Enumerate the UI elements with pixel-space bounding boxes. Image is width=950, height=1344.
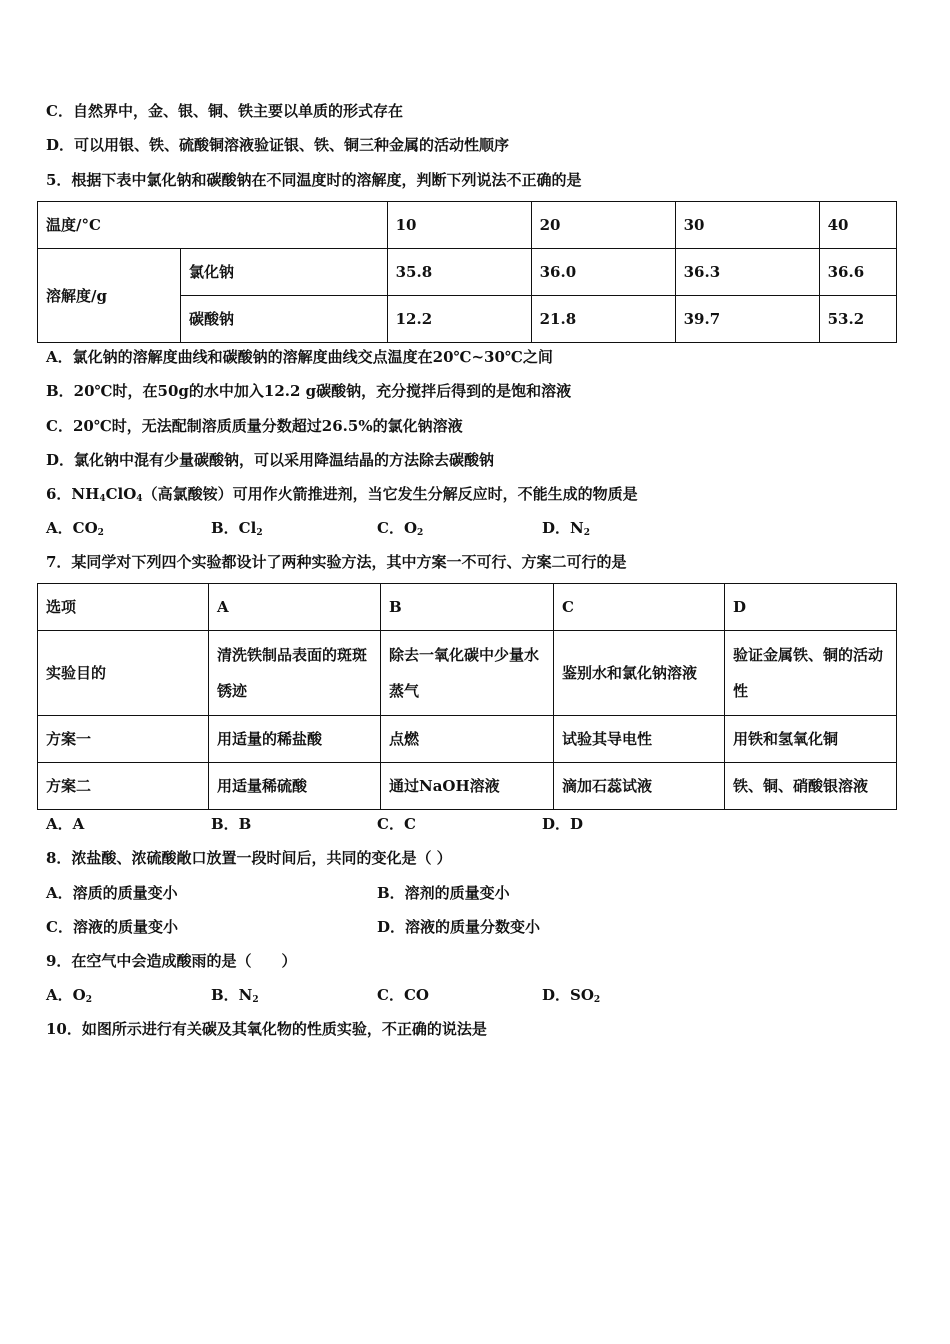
temp-cell: 40 <box>819 202 896 249</box>
plan-cell: 用铁和氢氧化铜 <box>725 716 897 763</box>
q6-option-d <box>542 518 590 538</box>
q9-option-b <box>211 985 259 1005</box>
table-row <box>38 249 897 296</box>
q6-stem-part: 6．NH <box>46 485 100 503</box>
temp-cell: 10 <box>387 202 531 249</box>
value-cell: 39.7 <box>675 296 819 343</box>
plan-cell: 通过NaOH溶液 <box>381 763 554 810</box>
q8-option-d: D．溶液的质量分数变小 <box>377 918 541 936</box>
option-sub: 2 <box>252 995 259 1005</box>
table-row <box>38 202 897 249</box>
q4-option-d: D．可以用银、铁、硫酸铜溶液验证银、铁、铜三种金属的活动性顺序 <box>46 136 510 154</box>
option-sub: 2 <box>256 528 263 538</box>
table-row <box>38 631 897 716</box>
q9-option-a <box>46 985 92 1005</box>
option-text: C．CO <box>377 986 429 1004</box>
q5-option-b: B．20℃时，在50g的水中加入12.2 g碳酸钠，充分搅拌后得到的是饱和溶液 <box>46 382 572 400</box>
solubility-label-cell: 溶解度/g <box>38 249 181 343</box>
experiment-table <box>37 583 897 810</box>
value-cell: 35.8 <box>387 249 531 296</box>
value-cell: 12.2 <box>387 296 531 343</box>
temp-cell: 20 <box>531 202 675 249</box>
q5-stem: 5．根据下表中氯化钠和碳酸钠在不同温度时的溶解度，判断下列说法不正确的是 <box>46 171 582 189</box>
row-label-cell: 实验目的 <box>38 631 209 716</box>
table-row <box>38 716 897 763</box>
temp-cell: 30 <box>675 202 819 249</box>
q7-option-b: B．B <box>211 815 252 833</box>
q9-option-c <box>377 985 429 1005</box>
q7-option-d: D．D <box>542 815 584 833</box>
purpose-cell: 除去一氧化碳中少量水蒸气 <box>381 631 554 716</box>
header-cell: C <box>554 584 725 631</box>
q6-stem <box>46 484 638 504</box>
plan-cell: 滴加石蕊试液 <box>554 763 725 810</box>
option-text: D．SO <box>542 986 594 1004</box>
option-sub: 2 <box>97 528 104 538</box>
q6-stem-part: （高氯酸铵）可用作火箭推进剂，当它发生分解反应时，不能生成的物质是 <box>142 485 638 503</box>
q10-stem: 10．如图所示进行有关碳及其氧化物的性质实验，不正确的说法是 <box>46 1020 487 1038</box>
option-sub: 2 <box>593 995 601 1005</box>
q8-option-c: C．溶液的质量变小 <box>46 918 178 936</box>
purpose-cell: 清洗铁制品表面的斑斑锈迹 <box>209 631 381 716</box>
purpose-cell: 验证金属铁、铜的活动性 <box>725 631 897 716</box>
value-cell: 53.2 <box>819 296 896 343</box>
option-text: D．N <box>542 519 584 537</box>
q7-option-c: C．C <box>377 815 416 833</box>
header-cell: A <box>209 584 381 631</box>
header-cell: 选项 <box>38 584 209 631</box>
q6-stem-sub: 4 <box>99 494 106 504</box>
option-text: A．CO <box>46 519 98 537</box>
value-cell: 36.0 <box>531 249 675 296</box>
q4-option-c: C．自然界中，金、银、铜、铁主要以单质的形式存在 <box>46 102 403 120</box>
value-cell: 21.8 <box>531 296 675 343</box>
q6-option-c <box>377 518 423 538</box>
q8-stem: 8．浓盐酸、浓硫酸敞口放置一段时间后，共同的变化是（ ） <box>46 849 452 867</box>
q8-option-a: A．溶质的质量变小 <box>46 884 178 902</box>
q6-option-b <box>211 518 263 538</box>
plan-cell: 铁、铜、硝酸银溶液 <box>725 763 897 810</box>
plan-cell: 用适量的稀盐酸 <box>209 716 381 763</box>
row-label-cell: 方案一 <box>38 716 209 763</box>
plan-cell: 试验其导电性 <box>554 716 725 763</box>
table-row <box>38 763 897 810</box>
q5-option-c: C．20℃时，无法配制溶质质量分数超过26.5%的氯化钠溶液 <box>46 417 463 435</box>
header-cell: B <box>381 584 554 631</box>
substance-cell: 氯化钠 <box>181 249 388 296</box>
temp-header-cell: 温度/°C <box>38 202 388 249</box>
q8-option-b: B．溶剂的质量变小 <box>377 884 510 902</box>
option-text: C．O <box>377 519 418 537</box>
value-cell: 36.3 <box>675 249 819 296</box>
option-sub: 2 <box>85 995 92 1005</box>
row-label-cell: 方案二 <box>38 763 209 810</box>
q6-stem-part: ClO <box>105 485 137 503</box>
table-row <box>38 584 897 631</box>
option-sub: 2 <box>417 528 424 538</box>
q7-option-a: A．A <box>46 815 85 833</box>
q9-stem: 9．在空气中会造成酸雨的是（ ） <box>46 952 297 970</box>
option-text: B．Cl <box>211 519 257 537</box>
option-sub: 2 <box>583 528 590 538</box>
q7-stem: 7．某同学对下列四个实验都设计了两种实验方法，其中方案一不可行、方案二可行的是 <box>46 553 627 571</box>
q9-option-d <box>542 985 600 1005</box>
header-cell: D <box>725 584 897 631</box>
plan-cell: 用适量稀硫酸 <box>209 763 381 810</box>
plan-cell: 点燃 <box>381 716 554 763</box>
q6-stem-sub: 4 <box>136 494 143 504</box>
value-cell: 36.6 <box>819 249 896 296</box>
option-text: B．N <box>211 986 253 1004</box>
purpose-cell: 鉴别水和氯化钠溶液 <box>554 631 725 716</box>
q5-option-d: D．氯化钠中混有少量碳酸钠，可以采用降温结晶的方法除去碳酸钠 <box>46 451 495 469</box>
option-text: A．O <box>46 986 86 1004</box>
substance-cell: 碳酸钠 <box>181 296 388 343</box>
solubility-table <box>37 201 897 343</box>
q5-option-a: A．氯化钠的溶解度曲线和碳酸钠的溶解度曲线交点温度在20℃~30℃之间 <box>46 348 553 366</box>
q6-option-a <box>46 518 104 538</box>
